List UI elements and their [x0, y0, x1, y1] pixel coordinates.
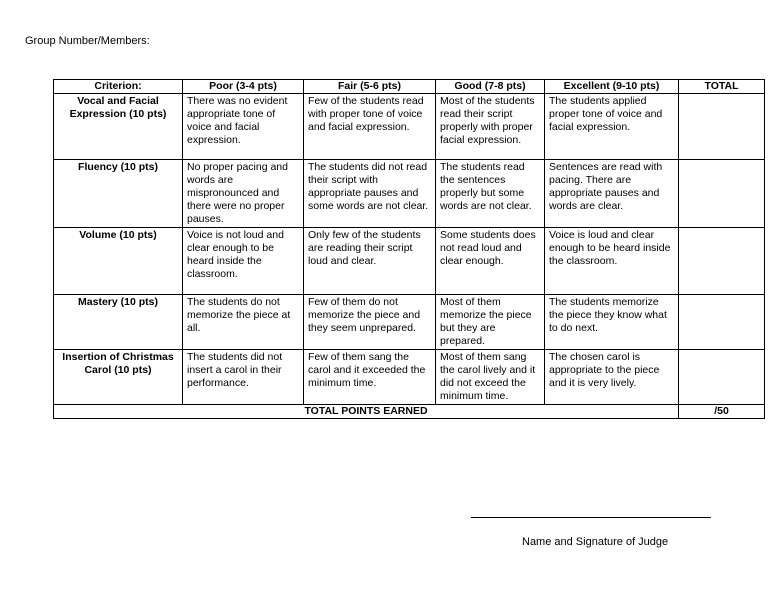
group-members-label: Group Number/Members:	[25, 35, 150, 47]
total-cell[interactable]	[679, 160, 765, 228]
fair-cell: Only few of the students are reading their script loud and clear.	[304, 228, 436, 295]
table-row	[54, 350, 765, 405]
total-cell[interactable]	[679, 94, 765, 160]
criterion-cell: Mastery (10 pts)	[54, 295, 183, 350]
good-cell: Most of the students read their script properly with proper facial expression.	[436, 94, 545, 160]
fair-cell: Few of them sang the carol and it exceeded the minimum time.	[304, 350, 436, 405]
excellent-cell: The chosen carol is appropriate to the piece and it is very lively.	[545, 350, 679, 405]
table-row	[54, 295, 765, 350]
poor-cell: There was no evident appropriate tone of voice and facial expression.	[183, 94, 304, 160]
column-header-good: Good (7-8 pts)	[436, 80, 545, 94]
column-header-excellent: Excellent (9-10 pts)	[545, 80, 679, 94]
good-cell: Some students does not read loud and clear enough.	[436, 228, 545, 295]
good-cell: Most of them sang the carol lively and it did not exceed the minimum time.	[436, 350, 545, 405]
table-row	[54, 94, 765, 160]
poor-cell: The students did not insert a carol in their performance.	[183, 350, 304, 405]
poor-cell: No proper pacing and words are mispronounced and there were no proper pauses.	[183, 160, 304, 228]
excellent-cell: The students memorize the piece they know what to do next.	[545, 295, 679, 350]
fair-cell: Few of them do not memorize the piece and they seem unprepared.	[304, 295, 436, 350]
criterion-cell: Vocal and Facial Expression (10 pts)	[54, 94, 183, 160]
signature-line	[471, 517, 711, 518]
criterion-cell: Fluency (10 pts)	[54, 160, 183, 228]
total-cell[interactable]	[679, 350, 765, 405]
table-row	[54, 160, 765, 228]
grand-total-cell[interactable]: /50	[679, 405, 765, 419]
excellent-cell: Sentences are read with pacing. There are appropriate pauses and words are clear.	[545, 160, 679, 228]
good-cell: The students read the sentences properly but some words are not clear.	[436, 160, 545, 228]
criterion-cell: Insertion of Christmas Carol (10 pts)	[54, 350, 183, 405]
poor-cell: Voice is not loud and clear enough to be heard inside the classroom.	[183, 228, 304, 295]
footer-row	[54, 405, 765, 419]
criterion-cell: Volume (10 pts)	[54, 228, 183, 295]
good-cell: Most of them memorize the piece but they are prepared.	[436, 295, 545, 350]
fair-cell: The students did not read their script with appropriate pauses and some words are not clear.	[304, 160, 436, 228]
excellent-cell: The students applied proper tone of voice and facial expression.	[545, 94, 679, 160]
fair-cell: Few of the students read with proper tone of voice and facial expression.	[304, 94, 436, 160]
column-header-poor: Poor (3-4 pts)	[183, 80, 304, 94]
signature-label: Name and Signature of Judge	[522, 536, 669, 548]
total-cell[interactable]	[679, 295, 765, 350]
column-header-total: TOTAL	[679, 80, 765, 94]
header-row	[54, 80, 765, 94]
column-header-fair: Fair (5-6 pts)	[304, 80, 436, 94]
column-header-criterion: Criterion:	[54, 80, 183, 94]
poor-cell: The students do not memorize the piece at all.	[183, 295, 304, 350]
table-row	[54, 228, 765, 295]
total-points-earned-label: TOTAL POINTS EARNED	[54, 405, 679, 419]
rubric-table	[53, 79, 765, 419]
total-cell[interactable]	[679, 228, 765, 295]
excellent-cell: Voice is loud and clear enough to be heard inside the classroom.	[545, 228, 679, 295]
